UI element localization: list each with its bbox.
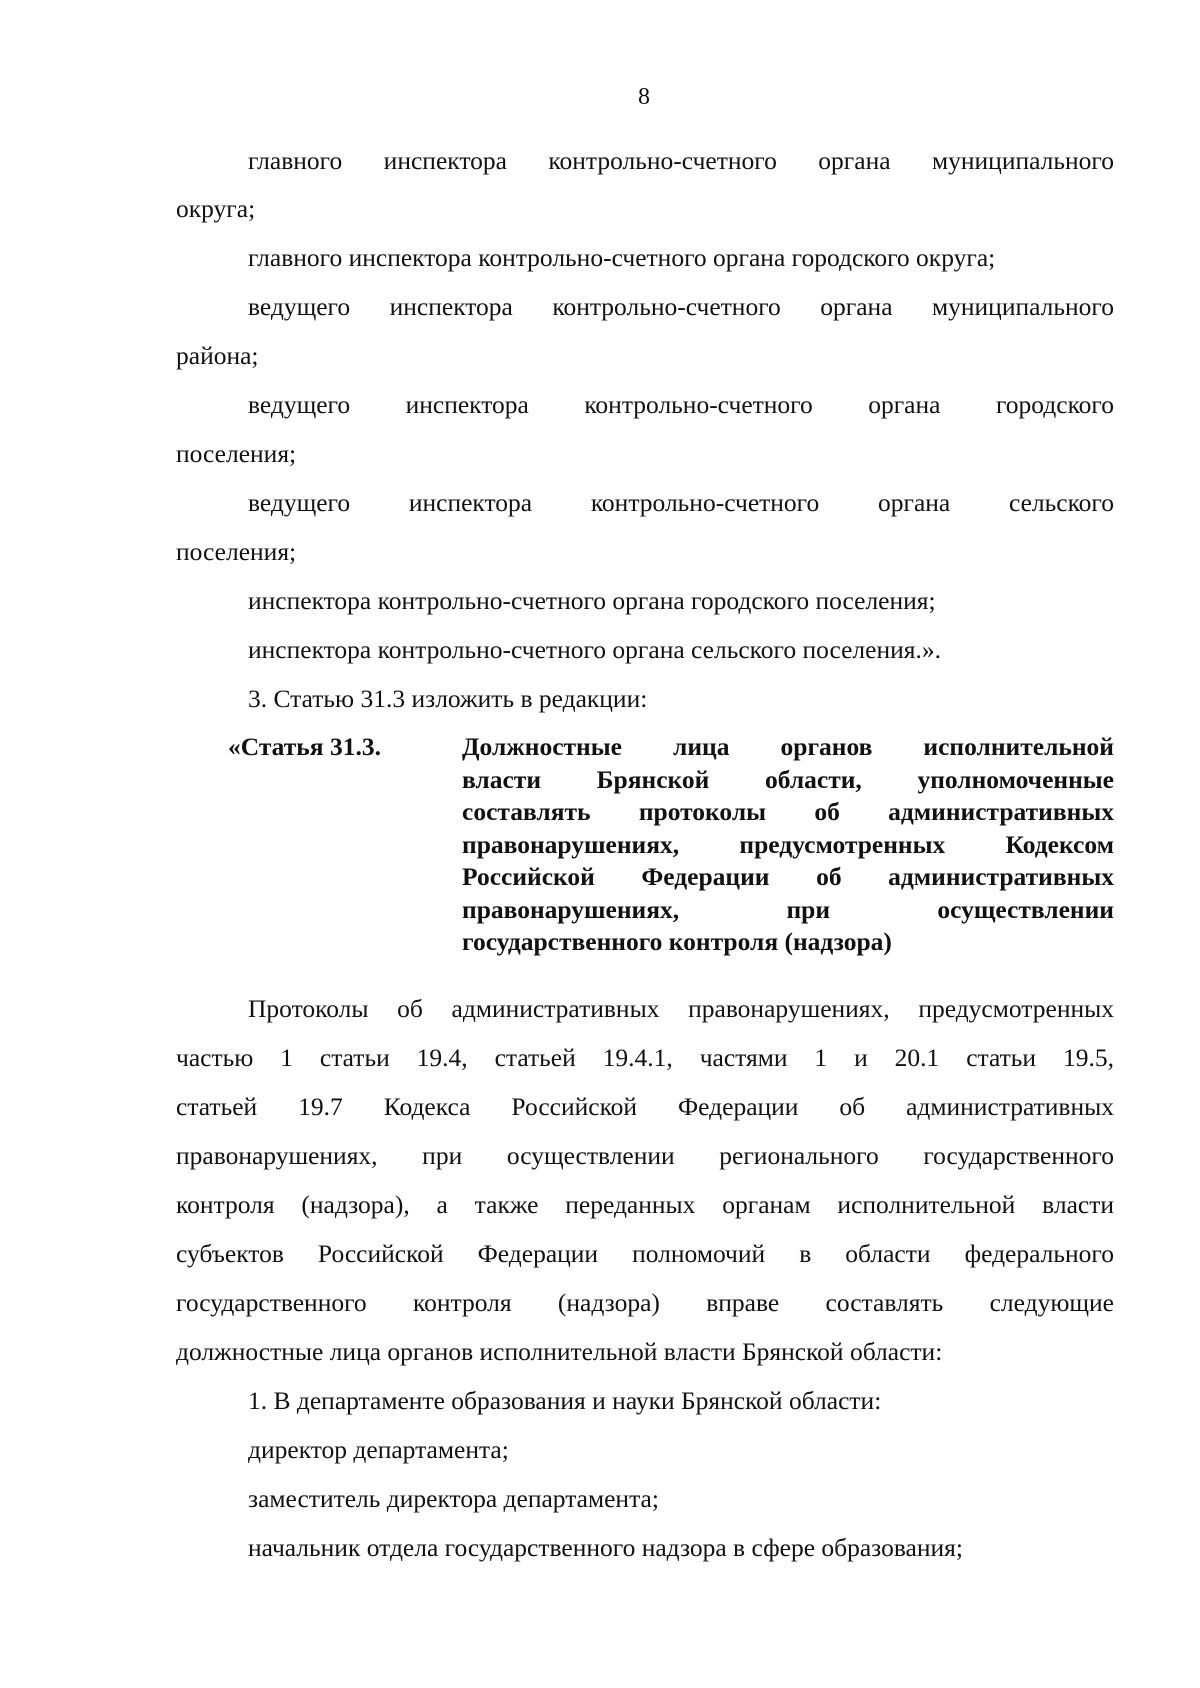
- text-line: ведущего инспектора контрольно-счетного органа муниципального: [248, 292, 1114, 321]
- article-title-line: составлять протоколы об административных: [462, 797, 1114, 826]
- list-item: начальник отдела государственного надзора в сфере образования;: [248, 1533, 963, 1562]
- text-line: инспектора контрольно-счетного органа городского поселения;: [248, 586, 936, 615]
- article-title-line: правонарушениях, при осуществлении: [462, 895, 1114, 924]
- article-title-line: правонарушениях, предусмотренных Кодексом: [462, 830, 1114, 859]
- paragraph-line: государственного контроля (надзора) вправе составлять следующие: [176, 1288, 1114, 1317]
- article-title-line: Российской Федерации об административных: [462, 862, 1114, 891]
- text-line: поселения;: [176, 439, 297, 468]
- list-item: директор департамента;: [248, 1435, 509, 1464]
- text-line: округа;: [176, 194, 256, 223]
- paragraph-line: субъектов Российской Федерации полномочий в области федерального: [176, 1239, 1114, 1268]
- text-line: главного инспектора контрольно-счетного органа городского округа;: [248, 243, 996, 272]
- text-line: главного инспектора контрольно-счетного органа муниципального: [248, 146, 1114, 175]
- text-line: инспектора контрольно-счетного органа сельского поселения.».: [248, 635, 941, 664]
- article-title-line: власти Брянской области, уполномоченные: [462, 765, 1114, 794]
- text-line: ведущего инспектора контрольно-счетного органа городского: [248, 390, 1114, 419]
- paragraph-line: должностные лица органов исполнительной власти Брянской области:: [176, 1337, 943, 1366]
- article-title-line: Должностные лица органов исполнительной: [462, 732, 1114, 761]
- paragraph-line: правонарушениях, при осуществлении регионального государственного: [176, 1141, 1114, 1170]
- list-item: заместитель директора департамента;: [248, 1484, 659, 1513]
- text-line: поселения;: [176, 537, 297, 566]
- text-line: 3. Статью 31.3 изложить в редакции:: [248, 684, 648, 713]
- paragraph-line: Протоколы об административных правонарушениях, предусмотренных: [248, 994, 1114, 1023]
- text-line: ведущего инспектора контрольно-счетного органа сельского: [248, 488, 1114, 517]
- paragraph-line: контроля (надзора), а также переданных органам исполнительной власти: [176, 1190, 1114, 1219]
- article-label: «Статья 31.3.: [228, 732, 381, 761]
- paragraph-line: статьей 19.7 Кодекса Российской Федерации об административных: [176, 1092, 1114, 1121]
- list-item: 1. В департаменте образования и науки Брянской области:: [248, 1386, 882, 1415]
- page-number: 8: [638, 84, 650, 110]
- article-title-line: государственного контроля (надзора): [462, 927, 892, 956]
- paragraph-line: частью 1 статьи 19.4, статьей 19.4.1, частями 1 и 20.1 статьи 19.5,: [176, 1043, 1114, 1072]
- text-line: района;: [176, 341, 259, 370]
